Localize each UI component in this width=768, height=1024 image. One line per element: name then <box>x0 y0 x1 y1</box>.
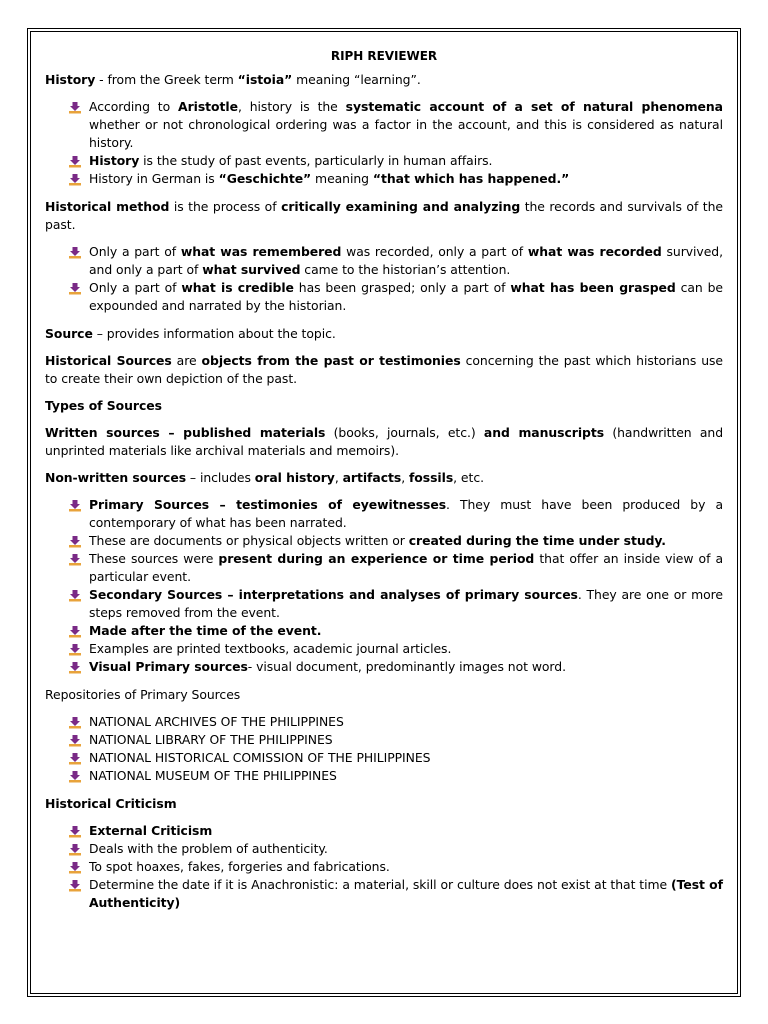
repositories-bullet-list <box>45 713 723 785</box>
arrow-bullet-icon <box>69 535 81 547</box>
text-span: , <box>334 470 343 485</box>
arrow-bullet-icon <box>69 825 81 837</box>
text-span: History in German is <box>89 171 219 186</box>
bold-span: what was remembered <box>180 244 342 259</box>
text-span: (books, journals, etc.) <box>325 425 484 440</box>
arrow-bullet-icon <box>69 282 81 294</box>
list-item <box>67 858 723 876</box>
text-span: Determine the date if it is Anachronistic: a material, skill or culture does not exist at that time <box>89 877 671 892</box>
text-span: . They are one or more steps removed from the event. <box>89 587 723 620</box>
text-span: has been grasped; only a part of <box>293 280 511 295</box>
bold-span: Written sources – published materials <box>45 425 326 440</box>
repository-name: NATIONAL ARCHIVES OF THE PHILIPPINES <box>89 714 344 729</box>
source-types-bullet-list <box>45 496 723 676</box>
arrow-bullet-icon <box>69 734 81 746</box>
text-span: (handwritten and unprinted materials like archival materials and memoirs). <box>45 425 724 458</box>
written-sources-paragraph <box>45 424 723 460</box>
bold-span: History <box>89 153 140 168</box>
arrow-bullet-icon <box>69 643 81 655</box>
list-item <box>67 658 723 676</box>
list-item <box>67 532 723 550</box>
bold-span: Aristotle <box>178 99 238 114</box>
text-span: whether or not chronological ordering was a factor in the account, and this is considered as natural history. <box>89 117 723 150</box>
text-span: was recorded, only a part of <box>341 244 528 259</box>
bold-span: Visual Primary sources <box>89 659 248 674</box>
list-item <box>67 767 723 785</box>
list-item <box>67 749 723 767</box>
arrow-bullet-icon <box>69 625 81 637</box>
arrow-bullet-icon <box>69 716 81 728</box>
text-span: – provides information about the topic. <box>92 326 336 341</box>
text-span: Examples are printed textbooks, academic journal articles. <box>89 641 452 656</box>
text-span: the records and survivals of the past. <box>45 199 723 232</box>
text-span: is the process of <box>169 199 282 214</box>
source-definition <box>45 325 723 343</box>
text-span: - visual document, predominantly images not word. <box>247 659 566 674</box>
bold-span: “that which has happened.” <box>372 171 570 186</box>
method-term: Historical method <box>45 199 170 214</box>
bold-span: what is credible <box>181 280 294 295</box>
text-span: are <box>171 353 202 368</box>
bold-span: artifacts <box>342 470 402 485</box>
repository-name: NATIONAL MUSEUM OF THE PHILIPPINES <box>89 768 337 783</box>
text-span: Deals with the problem of authenticity. <box>89 841 328 856</box>
text-span: Only a part of <box>89 280 182 295</box>
heading-text: Types of Sources <box>45 398 162 413</box>
list-item <box>67 170 723 188</box>
list-item <box>67 550 723 586</box>
text-span: According to <box>89 99 179 114</box>
arrow-bullet-icon <box>69 499 81 511</box>
text-span: , etc. <box>453 470 484 485</box>
bold-span: Secondary Sources – interpretations and analyses of primary sources <box>89 587 578 602</box>
list-item <box>67 622 723 640</box>
bold-span: present during an experience or time period <box>218 551 535 566</box>
document-page <box>30 31 738 994</box>
bold-span: oral history <box>254 470 335 485</box>
text-span: meaning “learning”. <box>292 72 421 87</box>
bold-span: systematic account of a set of natural phenomena <box>345 99 723 114</box>
text-span: These sources were <box>89 551 219 566</box>
text-span: - from the Greek term <box>95 72 238 87</box>
history-bullet-list <box>45 98 723 188</box>
types-of-sources-heading <box>45 397 723 415</box>
bold-span: what survived <box>202 262 301 277</box>
arrow-bullet-icon <box>69 661 81 673</box>
bold-span: created during the time under study. <box>408 533 666 548</box>
arrow-bullet-icon <box>69 589 81 601</box>
criticism-bullet-list <box>45 822 723 912</box>
text-span: concerning the past which historians use to create their own depiction of the past. <box>45 353 724 386</box>
document-content <box>31 32 737 912</box>
bold-span: (Test of Authenticity) <box>89 877 723 910</box>
method-bullet-list <box>45 243 723 315</box>
arrow-bullet-icon <box>69 770 81 782</box>
bold-span: “Geschichte” <box>218 171 312 186</box>
list-item <box>67 152 723 170</box>
text-span: that offer an inside view of a particular event. <box>89 551 724 584</box>
heading-text: Historical Criticism <box>45 796 177 811</box>
list-item <box>67 640 723 658</box>
list-item <box>67 876 723 912</box>
list-item <box>67 713 723 731</box>
list-item <box>67 496 723 532</box>
bold-span: External Criticism <box>89 823 213 838</box>
bold-span: Made after the time of the event. <box>89 623 322 638</box>
history-term: History <box>45 72 96 87</box>
arrow-bullet-icon <box>69 752 81 764</box>
text-span: Only a part of <box>89 244 181 259</box>
list-item <box>67 98 723 152</box>
list-item <box>67 279 723 315</box>
text-span: These are documents or physical objects written or <box>89 533 409 548</box>
text-span: is the study of past events, particularly in human affairs. <box>139 153 493 168</box>
arrow-bullet-icon <box>69 861 81 873</box>
historical-sources-term: Historical Sources <box>45 353 172 368</box>
list-item <box>67 822 723 840</box>
repository-name: NATIONAL HISTORICAL COMISSION OF THE PHILIPPINES <box>89 750 431 765</box>
arrow-bullet-icon <box>69 879 81 891</box>
page-title: RIPH REVIEWER <box>330 49 438 63</box>
text-span: survived, and only a part of <box>89 244 723 277</box>
bold-span: “istoia” <box>237 72 293 87</box>
bold-span: objects from the past or testimonies <box>201 353 461 368</box>
historical-criticism-heading <box>45 795 723 813</box>
source-term: Source <box>45 326 93 341</box>
bold-span: what has been grasped <box>510 280 676 295</box>
text-span: , history is the <box>237 99 346 114</box>
non-written-sources-paragraph <box>45 469 723 487</box>
repositories-heading: Repositories of Primary Sources <box>45 687 241 702</box>
bold-span: Non-written sources <box>45 470 187 485</box>
bold-span: and manuscripts <box>483 425 605 440</box>
list-item <box>67 840 723 858</box>
bold-span: critically examining and analyzing <box>281 199 521 214</box>
arrow-bullet-icon <box>69 101 81 113</box>
list-item <box>67 586 723 622</box>
text-span: To spot hoaxes, fakes, forgeries and fabrications. <box>89 859 390 874</box>
bold-span: what was recorded <box>527 244 662 259</box>
list-item <box>67 243 723 279</box>
text-span: meaning <box>311 171 373 186</box>
arrow-bullet-icon <box>69 843 81 855</box>
list-item <box>67 731 723 749</box>
historical-method-definition <box>45 198 723 234</box>
text-span: came to the historian’s attention. <box>300 262 511 277</box>
repository-name: NATIONAL LIBRARY OF THE PHILIPPINES <box>89 732 333 747</box>
bold-span: Primary Sources – testimonies of eyewitnesses <box>89 497 447 512</box>
history-definition <box>45 71 723 89</box>
arrow-bullet-icon <box>69 553 81 565</box>
historical-sources-definition <box>45 352 723 388</box>
text-span: , <box>401 470 409 485</box>
arrow-bullet-icon <box>69 173 81 185</box>
text-span: – includes <box>186 470 255 485</box>
arrow-bullet-icon <box>69 155 81 167</box>
bold-span: fossils <box>408 470 454 485</box>
text-span: can be expounded and narrated by the historian. <box>89 280 724 313</box>
arrow-bullet-icon <box>69 246 81 258</box>
text-span: . They must have been produced by a contemporary of what has been narrated. <box>89 497 723 530</box>
